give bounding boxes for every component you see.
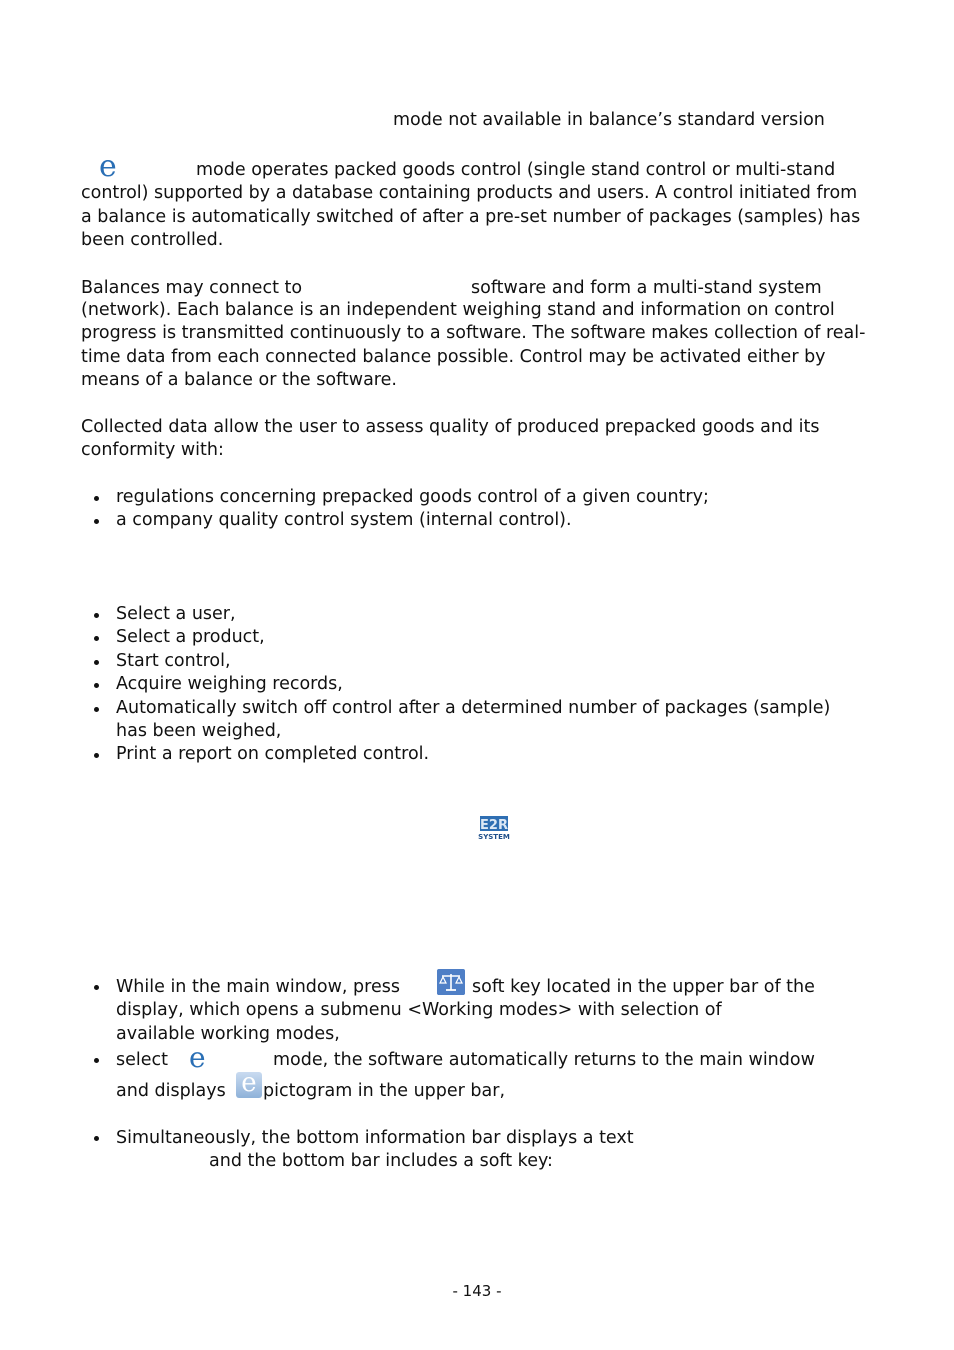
list-item: a company quality control system (internal control). [81,509,881,532]
list-item: Acquire weighing records, [81,673,841,696]
e2r-e-icon: e [99,149,117,184]
proc-step1-c: display, which opens a submenu <Working modes> with selection of [116,1000,722,1020]
proc-step2-d: pictogram in the upper bar, [263,1081,506,1101]
working-modes-scale-icon[interactable] [437,969,465,995]
page-number: - 143 - [452,1282,502,1300]
e2r-pictogram-icon: e [236,1072,262,1098]
svg-text:SYSTEM: SYSTEM [478,833,510,841]
bullet-icon [94,1058,99,1063]
e2r-e-icon: e [189,1041,206,1074]
bullet-icon [94,1136,99,1141]
list-item: Select a user, [81,603,841,626]
e2r-system-logo [478,815,510,841]
list-item: Automatically switch off control after a determined number of packages (sample) has been weighed, [81,697,841,744]
svg-text:E2R: E2R [480,818,508,833]
network-intro-rest: software and form a multi-stand system [471,278,822,298]
proc-step3-a: Simultaneously, the bottom information bar displays a text [116,1128,634,1148]
list-item: regulations concerning prepacked goods control of a given country; [81,486,881,509]
availability-note: mode not available in balance’s standard version [393,110,825,130]
proc-step1-b: soft key located in the upper bar of the [472,977,815,997]
list-item: Select a product, [81,626,841,649]
collected-data-paragraph: Collected data allow the user to assess quality of produced prepacked goods and its conformity with: [81,417,820,461]
proc-step2-b: mode, the software automatically returns to the main window [273,1050,815,1070]
proc-step1-d: available working modes, [116,1024,340,1044]
intro-paragraph: mode operates packed goods control (single stand control or multi-stand control) supported by a database containing products and users. A control initiated from a balance is automatically switched of after a pre-set number of packages (samples) has been controlled. [81,160,861,251]
network-intro-text: Balances may connect to [81,278,303,298]
proc-step2-c: and displays [116,1081,226,1101]
list-item: Print a report on completed control. [81,743,841,766]
bullet-icon [94,985,99,990]
proc-step1-a: While in the main window, press [116,977,400,997]
list-item: Start control, [81,650,841,673]
proc-step2-a: select [116,1050,168,1070]
network-paragraph: (network). Each balance is an independent weighing stand and information on control progress is transmitted continuously to a software. The software makes collection of real-time data from each connected balance possible. Control may be activated either by means of a balance or the software. [81,300,866,391]
conformity-list [81,486,881,533]
steps-list [81,603,841,767]
proc-step3-b: and the bottom bar includes a soft key: [209,1151,553,1171]
